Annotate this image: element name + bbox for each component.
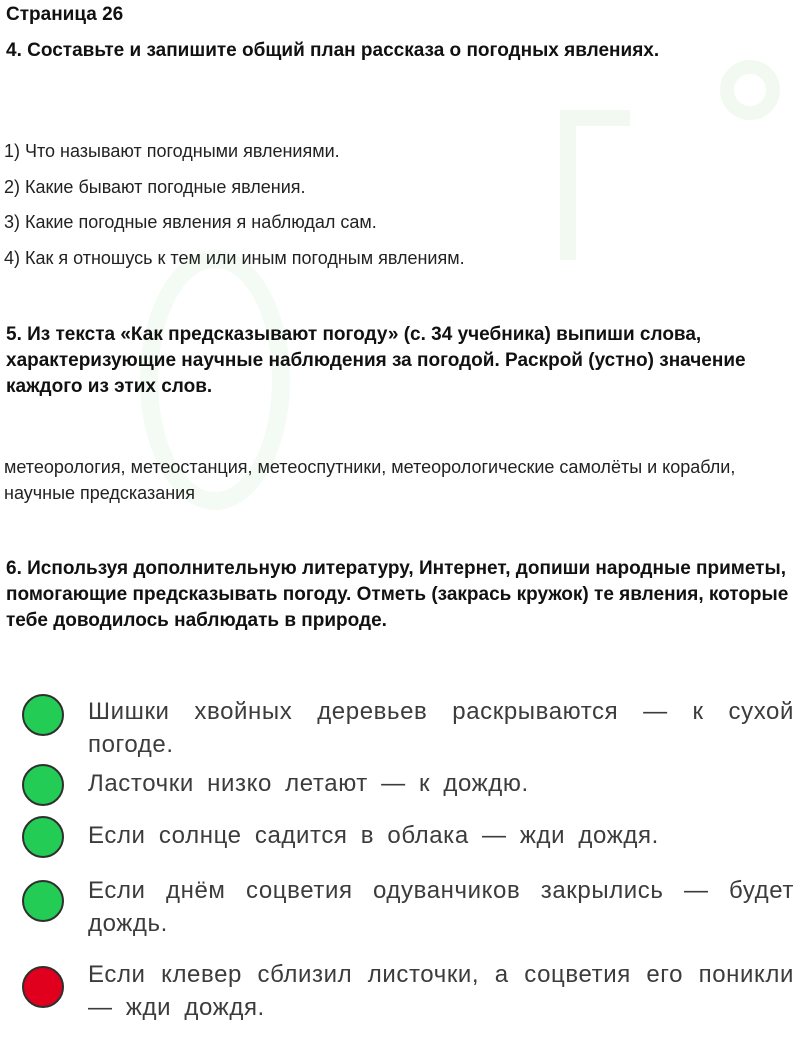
plan-item: 4) Как я отношусь к тем или иным погодным явлениям. (4, 247, 465, 268)
task5-heading: 5. Из текста «Как предсказывают погоду» (с. 34 учебника) выпиши слова, характеризующие научные наблюдения за погодой. Раскрой (устно) значение каждого из этих слов. (6, 324, 746, 397)
folk-signs-panel (0, 676, 800, 1037)
watermark-shape (560, 110, 630, 260)
plan-item: 2) Какие бывают погодные явления. (4, 176, 306, 197)
sign-text: Если днём соцветия одуванчиков закрылись — будет дождь. (88, 877, 794, 937)
sign-marker-circle[interactable] (22, 966, 64, 1008)
sign-text: Если солнце садится в облака — жди дождя. (88, 822, 659, 849)
sign-marker-circle[interactable] (22, 694, 64, 736)
task4-plan-list (4, 138, 465, 280)
sign-marker-circle[interactable] (22, 816, 64, 858)
plan-item: 1) Что называют погодными явлениями. (4, 141, 340, 161)
sign-marker-circle[interactable] (22, 764, 64, 806)
sign-text: Если клевер сблизил листочки, а соцветия его поникли — жди дождя. (88, 961, 794, 1021)
sign-marker-circle[interactable] (22, 880, 64, 922)
task5-answer: метеорология, метеостанция, метеоспутники, метеорологические самолёты и корабли, научные предсказания (4, 457, 736, 503)
watermark-shape (720, 60, 780, 120)
sign-text: Ласточки низко летают — к дождю. (88, 770, 529, 797)
task4-heading: 4. Составьте и запишите общий план рассказа о погодных явлениях. (6, 40, 660, 61)
sign-text: Шишки хвойных деревьев раскрываются — к сухой погоде. (88, 698, 794, 758)
task6-heading: 6. Используя дополнительную литературу, Интернет, допиши народные приметы, помогающие предсказывать погоду. Отметь (закрась кружок) те явления, которые тебе доводилось наблюдать в природе. (6, 558, 789, 631)
page-title: Страница 26 (6, 4, 124, 25)
plan-item: 3) Какие погодные явления я наблюдал сам. (4, 212, 377, 232)
